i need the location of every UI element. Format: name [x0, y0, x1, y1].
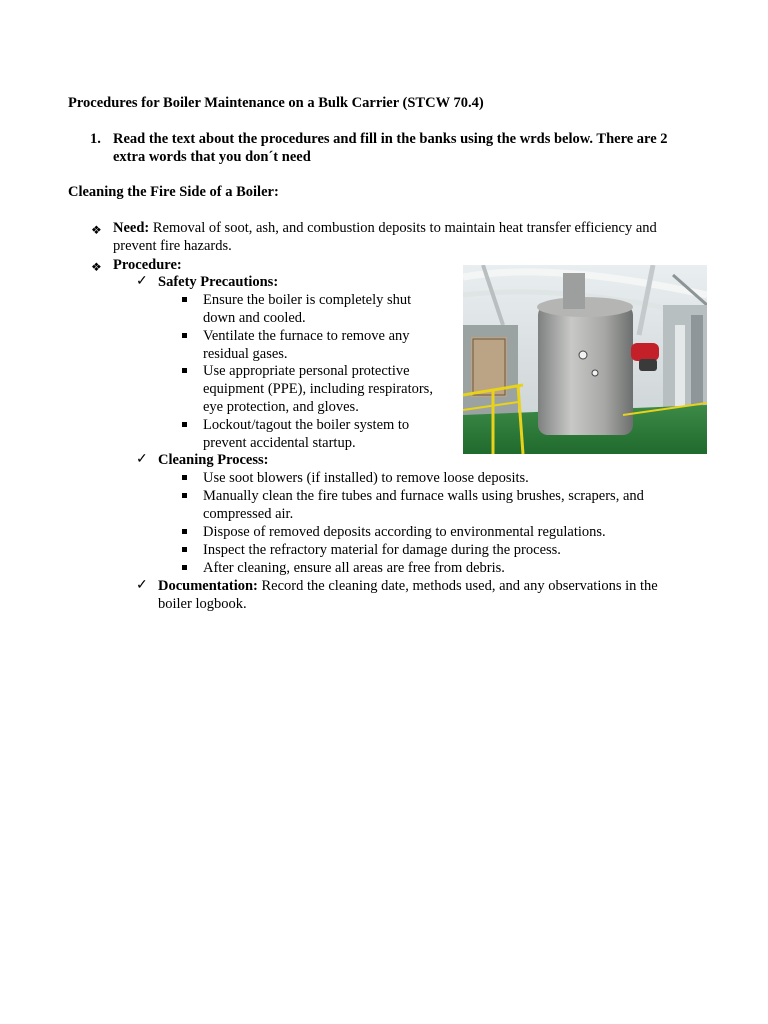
safety-item-3-line-2: equipment (PPE), including respirators, [203, 381, 433, 397]
safety-item-2-line-2: residual gases. [203, 346, 288, 362]
instruction-line-2: extra words that you don´t need [113, 149, 311, 165]
instruction-line-1: Read the text about the procedures and fill in the banks using the wrds below. There are 2 [113, 131, 668, 147]
page-title: Procedures for Boiler Maintenance on a Bulk Carrier (STCW 70.4) [68, 95, 484, 111]
square-bullet-icon [182, 565, 187, 570]
diamond-bullet-icon: ❖ [91, 223, 102, 237]
section-heading: Cleaning the Fire Side of a Boiler: [68, 184, 279, 200]
safety-item-4-line-1: Lockout/tagout the boiler system to [203, 417, 410, 433]
cleaning-item-4: Inspect the refractory material for damage during the process. [203, 542, 561, 558]
boiler-room-photo [463, 265, 707, 454]
documentation-line-1: Record the cleaning date, methods used, and any observations in the [257, 578, 658, 594]
procedure-label: Procedure: [113, 257, 182, 273]
need-line-1: Removal of soot, ash, and combustion deposits to maintain heat transfer efficiency and [149, 220, 657, 236]
need-label: Need: [113, 220, 150, 236]
square-bullet-icon [182, 547, 187, 552]
square-bullet-icon [182, 475, 187, 480]
need-paragraph [113, 219, 657, 237]
need-line-2: prevent fire hazards. [113, 238, 232, 254]
instruction-number: 1. [90, 131, 101, 147]
documentation-line-2: boiler logbook. [158, 596, 247, 612]
diamond-bullet-icon: ❖ [91, 260, 102, 274]
safety-label: Safety Precautions: [158, 274, 279, 290]
safety-item-1-line-1: Ensure the boiler is completely shut [203, 292, 412, 308]
safety-item-3-line-1: Use appropriate personal protective [203, 363, 410, 379]
square-bullet-icon [182, 422, 187, 427]
cleaning-item-3: Dispose of removed deposits according to environmental regulations. [203, 524, 606, 540]
check-icon: ✓ [136, 274, 148, 289]
cleaning-item-5: After cleaning, ensure all areas are free from debris. [203, 560, 505, 576]
check-icon: ✓ [136, 452, 148, 467]
cleaning-item-2-line-1: Manually clean the fire tubes and furnace walls using brushes, scrapers, and [203, 488, 644, 504]
square-bullet-icon [182, 529, 187, 534]
documentation-paragraph [158, 577, 658, 595]
safety-item-3-line-3: eye protection, and gloves. [203, 399, 359, 415]
square-bullet-icon [182, 368, 187, 373]
documentation-label: Documentation: [158, 578, 258, 594]
square-bullet-icon [182, 493, 187, 498]
safety-item-4-line-2: prevent accidental startup. [203, 435, 356, 451]
cleaning-item-2-line-2: compressed air. [203, 506, 294, 522]
safety-item-2-line-1: Ventilate the furnace to remove any [203, 328, 410, 344]
cleaning-item-1: Use soot blowers (if installed) to remove loose deposits. [203, 470, 529, 486]
check-icon: ✓ [136, 578, 148, 593]
square-bullet-icon [182, 297, 187, 302]
square-bullet-icon [182, 333, 187, 338]
safety-item-1-line-2: down and cooled. [203, 310, 306, 326]
cleaning-label: Cleaning Process: [158, 452, 269, 468]
